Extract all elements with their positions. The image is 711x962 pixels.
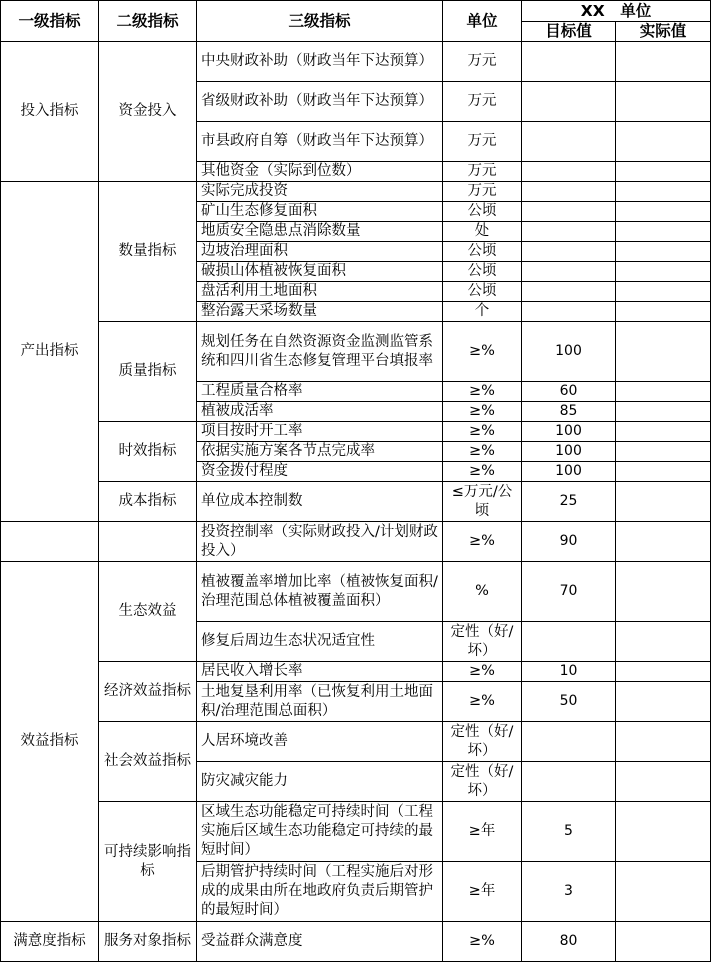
target-cell: 25 xyxy=(522,482,616,522)
unit-cell: 万元 xyxy=(443,162,522,182)
unit-cell: 公顷 xyxy=(443,202,522,222)
level1-cell xyxy=(1,522,99,562)
unit-cell: 个 xyxy=(443,302,522,322)
actual-cell xyxy=(616,322,711,382)
level2-cell: 数量指标 xyxy=(99,182,197,322)
target-cell: 100 xyxy=(522,462,616,482)
actual-cell xyxy=(616,462,711,482)
unit-cell: 定性（好/坏） xyxy=(443,622,522,662)
actual-cell xyxy=(616,482,711,522)
level3-cell: 中央财政补助（财政当年下达预算） xyxy=(197,42,443,82)
unit-cell: 定性（好/坏） xyxy=(443,722,522,762)
target-cell: 3 xyxy=(522,862,616,922)
level3-cell: 其他资金（实际到位数） xyxy=(197,162,443,182)
level3-cell: 省级财政补助（财政当年下达预算） xyxy=(197,82,443,122)
unit-cell: ≥% xyxy=(443,922,522,962)
target-cell xyxy=(522,722,616,762)
level3-cell: 盘活利用土地面积 xyxy=(197,282,443,302)
unit-cell: 万元 xyxy=(443,182,522,202)
actual-cell xyxy=(616,622,711,662)
target-cell: 50 xyxy=(522,682,616,722)
actual-cell xyxy=(616,202,711,222)
target-cell: 10 xyxy=(522,662,616,682)
level2-cell: 可持续影响指标 xyxy=(99,802,197,922)
target-cell xyxy=(522,242,616,262)
unit-cell: ≥% xyxy=(443,682,522,722)
level2-cell: 资金投入 xyxy=(99,42,197,182)
target-cell xyxy=(522,282,616,302)
actual-cell xyxy=(616,262,711,282)
actual-cell xyxy=(616,922,711,962)
target-cell xyxy=(522,202,616,222)
unit-cell: ≥年 xyxy=(443,862,522,922)
unit-cell: ≥% xyxy=(443,402,522,422)
target-cell xyxy=(522,222,616,242)
actual-cell xyxy=(616,182,711,202)
level3-cell: 实际完成投资 xyxy=(197,182,443,202)
actual-cell xyxy=(616,82,711,122)
target-cell xyxy=(522,762,616,802)
target-cell: 60 xyxy=(522,382,616,402)
level2-cell: 时效指标 xyxy=(99,422,197,482)
level2-cell: 服务对象指标 xyxy=(99,922,197,962)
actual-cell xyxy=(616,382,711,402)
header-level1: 一级指标 xyxy=(1,1,99,42)
unit-cell: 万元 xyxy=(443,82,522,122)
level3-cell: 土地复垦利用率（已恢复利用土地面积/治理范围总面积） xyxy=(197,682,443,722)
actual-cell xyxy=(616,422,711,442)
level2-cell: 经济效益指标 xyxy=(99,662,197,722)
level1-cell: 满意度指标 xyxy=(1,922,99,962)
target-cell xyxy=(522,622,616,662)
target-cell: 100 xyxy=(522,442,616,462)
header-target: 目标值 xyxy=(522,22,616,42)
header-xx-unit: XX 单位 xyxy=(522,1,711,22)
level3-cell: 资金拨付程度 xyxy=(197,462,443,482)
actual-cell xyxy=(616,42,711,82)
level3-cell: 防灾减灾能力 xyxy=(197,762,443,802)
actual-cell xyxy=(616,662,711,682)
level3-cell: 地质安全隐患点消除数量 xyxy=(197,222,443,242)
unit-cell: ≥% xyxy=(443,522,522,562)
level3-cell: 区域生态功能稳定可持续时间（工程实施后区域生态功能稳定可持续的最短时间） xyxy=(197,802,443,862)
level3-cell: 后期管护持续时间（工程实施后对形成的成果由所在地政府负责后期管护的最短时间） xyxy=(197,862,443,922)
level3-cell: 居民收入增长率 xyxy=(197,662,443,682)
level3-cell: 工程质量合格率 xyxy=(197,382,443,402)
unit-cell: 万元 xyxy=(443,42,522,82)
unit-cell: ≥年 xyxy=(443,802,522,862)
actual-cell xyxy=(616,302,711,322)
target-cell xyxy=(522,162,616,182)
target-cell: 70 xyxy=(522,562,616,622)
header-level3: 三级指标 xyxy=(197,1,443,42)
unit-cell: 处 xyxy=(443,222,522,242)
level2-cell: 质量指标 xyxy=(99,322,197,422)
level1-cell: 产出指标 xyxy=(1,182,99,522)
unit-cell: ≥% xyxy=(443,442,522,462)
unit-cell: ≥% xyxy=(443,382,522,402)
target-cell: 90 xyxy=(522,522,616,562)
level3-cell: 项目按时开工率 xyxy=(197,422,443,442)
target-cell xyxy=(522,262,616,282)
level3-cell: 投资控制率（实际财政投入/计划财政投入） xyxy=(197,522,443,562)
unit-cell: ≥% xyxy=(443,322,522,382)
target-cell xyxy=(522,302,616,322)
level1-cell: 投入指标 xyxy=(1,42,99,182)
actual-cell xyxy=(616,802,711,862)
level2-cell: 成本指标 xyxy=(99,482,197,522)
actual-cell xyxy=(616,562,711,622)
actual-cell xyxy=(616,762,711,802)
level3-cell: 植被成活率 xyxy=(197,402,443,422)
actual-cell xyxy=(616,862,711,922)
actual-cell xyxy=(616,442,711,462)
level3-cell: 整治露天采场数量 xyxy=(197,302,443,322)
level3-cell: 修复后周边生态状况适宜性 xyxy=(197,622,443,662)
actual-cell xyxy=(616,162,711,182)
level3-cell: 规划任务在自然资源资金监测监管系统和四川省生态修复管理平台填报率 xyxy=(197,322,443,382)
actual-cell xyxy=(616,282,711,302)
unit-cell: ≥% xyxy=(443,662,522,682)
level3-cell: 受益群众满意度 xyxy=(197,922,443,962)
unit-cell: 定性（好/坏） xyxy=(443,762,522,802)
actual-cell xyxy=(616,242,711,262)
target-cell: 85 xyxy=(522,402,616,422)
actual-cell xyxy=(616,522,711,562)
level3-cell: 市县政府自筹（财政当年下达预算） xyxy=(197,122,443,162)
target-cell: 80 xyxy=(522,922,616,962)
target-cell xyxy=(522,42,616,82)
actual-cell xyxy=(616,682,711,722)
target-cell xyxy=(522,122,616,162)
target-cell: 100 xyxy=(522,322,616,382)
level3-cell: 人居环境改善 xyxy=(197,722,443,762)
unit-cell: % xyxy=(443,562,522,622)
unit-cell: 公顷 xyxy=(443,242,522,262)
level3-cell: 矿山生态修复面积 xyxy=(197,202,443,222)
actual-cell xyxy=(616,402,711,422)
unit-cell: ≤万元/公顷 xyxy=(443,482,522,522)
level3-cell: 依据实施方案各节点完成率 xyxy=(197,442,443,462)
header-unit: 单位 xyxy=(443,1,522,42)
target-cell: 100 xyxy=(522,422,616,442)
actual-cell xyxy=(616,722,711,762)
level1-cell: 效益指标 xyxy=(1,562,99,922)
level3-cell: 单位成本控制数 xyxy=(197,482,443,522)
target-cell xyxy=(522,182,616,202)
unit-cell: ≥% xyxy=(443,462,522,482)
level2-cell: 生态效益 xyxy=(99,562,197,662)
unit-cell: 公顷 xyxy=(443,282,522,302)
level2-cell xyxy=(99,522,197,562)
header-level2: 二级指标 xyxy=(99,1,197,42)
actual-cell xyxy=(616,122,711,162)
target-cell xyxy=(522,82,616,122)
level3-cell: 边坡治理面积 xyxy=(197,242,443,262)
level2-cell: 社会效益指标 xyxy=(99,722,197,802)
level3-cell: 植被覆盖率增加比率（植被恢复面积/治理范围总体植被覆盖面积） xyxy=(197,562,443,622)
unit-cell: 万元 xyxy=(443,122,522,162)
target-cell: 5 xyxy=(522,802,616,862)
header-actual: 实际值 xyxy=(616,22,711,42)
unit-cell: 公顷 xyxy=(443,262,522,282)
unit-cell: ≥% xyxy=(443,422,522,442)
level3-cell: 破损山体植被恢复面积 xyxy=(197,262,443,282)
actual-cell xyxy=(616,222,711,242)
